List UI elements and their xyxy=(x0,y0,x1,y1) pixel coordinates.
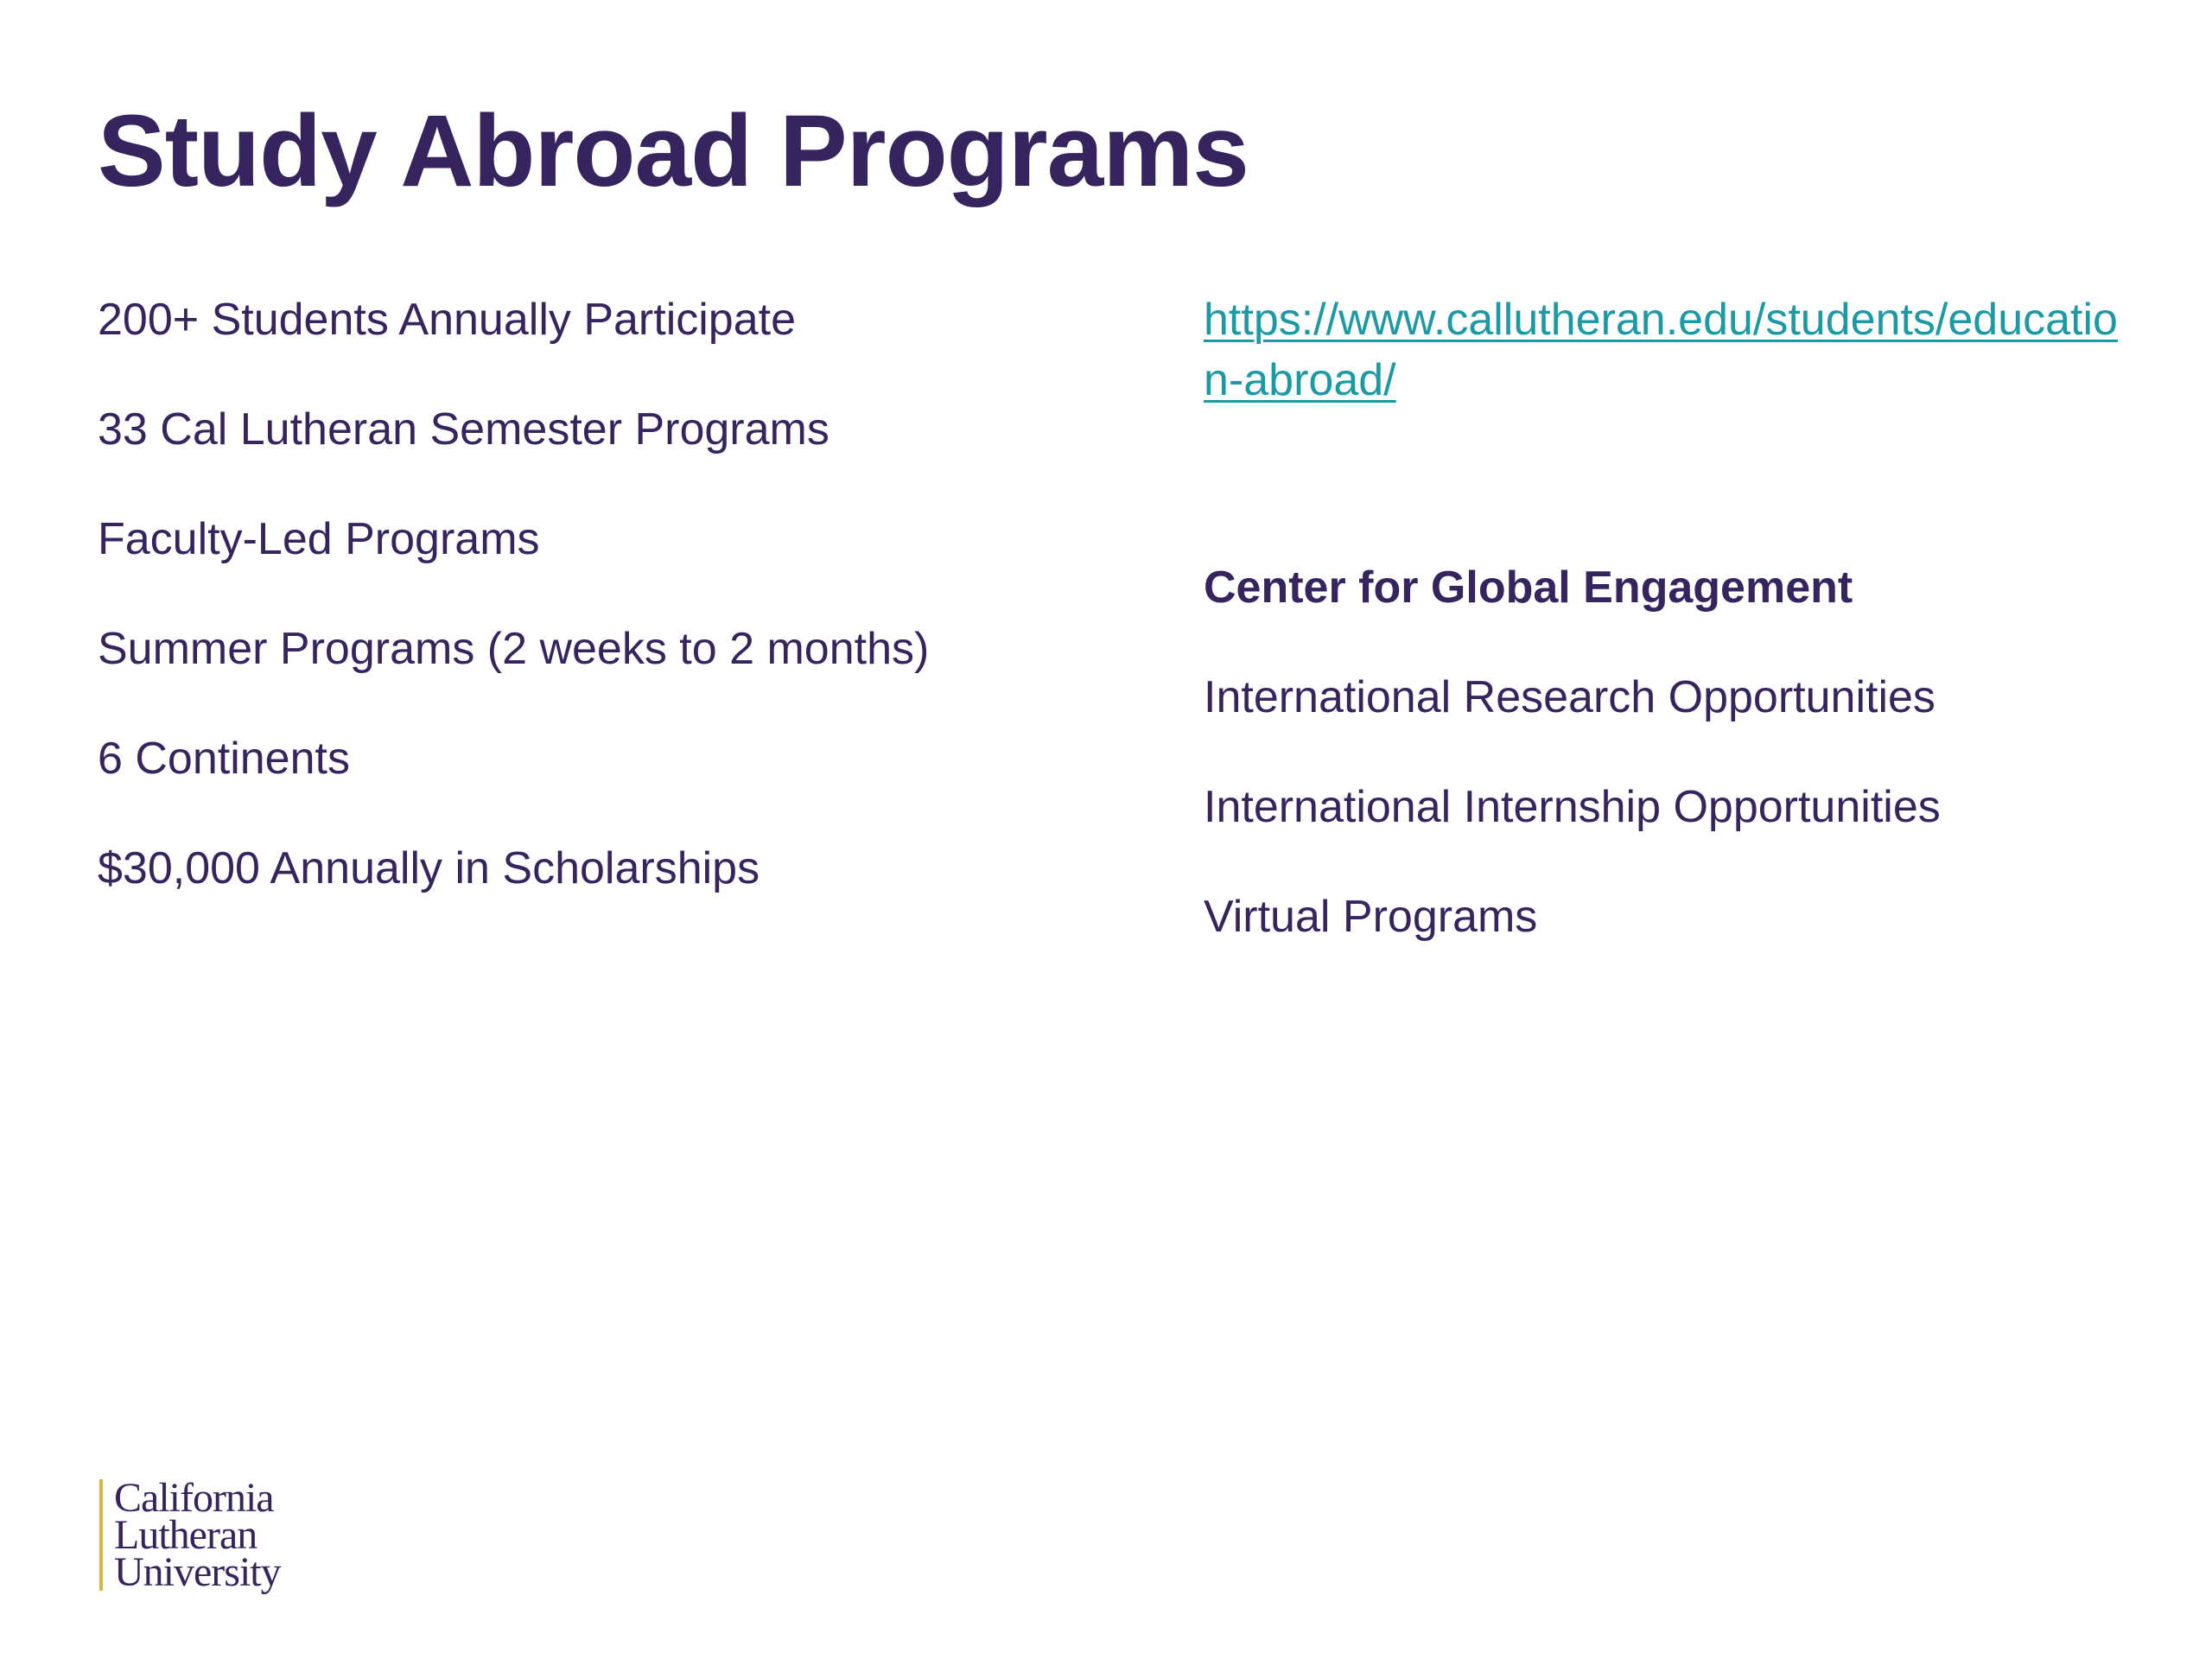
center-heading: Center for Global Engagement xyxy=(1204,563,1853,613)
logo-line: University xyxy=(114,1549,281,1595)
right-column xyxy=(1204,289,2137,996)
list-item: Virtual Programs xyxy=(1204,892,1538,942)
list-item: International Internship Opportunities xyxy=(1204,782,1941,832)
logo-line: California xyxy=(114,1475,274,1521)
list-item: 6 Continents xyxy=(98,734,350,784)
list-item: Faculty-Led Programs xyxy=(98,514,540,564)
list-item: 200+ Students Annually Participate xyxy=(98,295,797,345)
education-abroad-link[interactable]: https://www.callutheran.edu/students/education-abroad/ xyxy=(1204,295,2118,405)
logo-line: Lutheran xyxy=(114,1512,257,1558)
list-item: 33 Cal Lutheran Semester Programs xyxy=(98,404,830,454)
university-logo xyxy=(99,1475,281,1595)
list-item: $30,000 Annually in Scholarships xyxy=(98,843,760,893)
list-item: Summer Programs (2 weeks to 2 months) xyxy=(98,624,930,674)
list-item: International Research Opportunities xyxy=(1204,672,1936,722)
left-column-list xyxy=(98,289,1152,948)
slide-title: Study Abroad Programs xyxy=(98,94,1249,208)
